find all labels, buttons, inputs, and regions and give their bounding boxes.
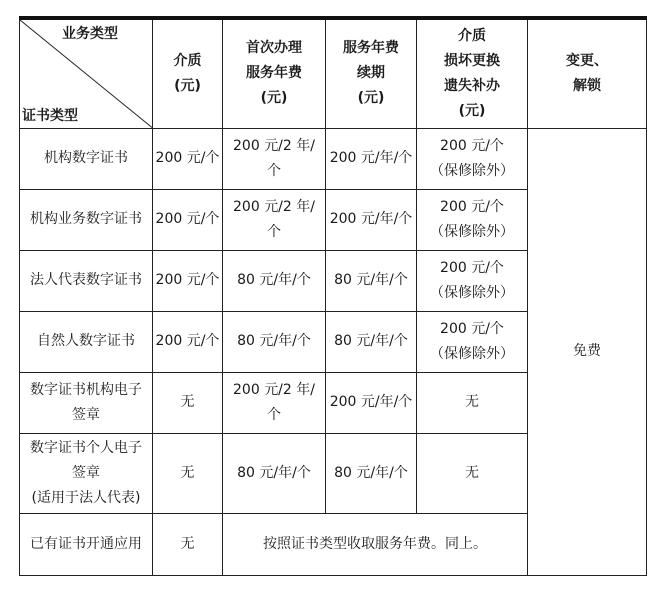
medium-fee-cell [153, 189, 223, 250]
corner-header-cell [20, 18, 153, 128]
cert-name-cell [20, 128, 153, 189]
cell-text-line: 200 元/个 [155, 150, 220, 166]
cell-text-line: 200 元/个 [155, 211, 220, 227]
cell-text-line: 无 [465, 394, 479, 410]
cell-text-line: 签章 [72, 406, 100, 423]
cell-text-line: 个 [267, 162, 281, 179]
medium-fee-cell [153, 128, 223, 189]
cell-text-line: （保修除外） [430, 162, 514, 179]
cell-text-line: 个 [267, 406, 281, 423]
cell-text-line: 无 [180, 464, 195, 481]
cell-text-line: 200 元/年/个 [329, 394, 413, 410]
cell-text-line: 80 元/年/个 [237, 272, 311, 288]
medium-fee-cell: 无 [153, 513, 223, 575]
cell-text-line: 自然人数字证书 [37, 333, 135, 349]
renewal-fee-cell [326, 433, 417, 513]
cell-text-line: 续期 [357, 65, 385, 82]
renewal-fee-cell [326, 128, 417, 189]
replacement-fee-cell [417, 433, 528, 513]
first-service-fee-cell [223, 433, 326, 513]
cell-text-line: 80 元/年/个 [334, 464, 408, 481]
medium-fee-cell [153, 433, 223, 513]
cell-text-line: 200 元/2 年/ [233, 381, 315, 398]
cell-text-line: 个 [267, 223, 281, 240]
first-service-fee-cell [223, 311, 326, 372]
cell-text-line: (元) [357, 90, 385, 107]
cell-text-line: 机构数字证书 [44, 150, 128, 166]
cell-text-line: 200 元/2 年/ [233, 198, 315, 215]
corner-cert-type-label: 证书类型 [22, 107, 78, 124]
fee-table [19, 16, 647, 576]
cell-text-line: 200 元/个 [440, 198, 504, 215]
cell-text-line: 服务年费 [343, 40, 399, 57]
medium-fee-cell [153, 372, 223, 433]
table-row [20, 128, 647, 189]
cell-text-line: 遗失补办 [444, 77, 500, 94]
cell-text-line: (适用于法人代表) [31, 489, 141, 506]
medium-fee-cell [153, 250, 223, 311]
cell-text-line: 介质 [173, 52, 202, 69]
cert-name-cell [20, 372, 153, 433]
first-service-fee-cell [223, 189, 326, 250]
cell-text-line: 服务年费 [246, 65, 302, 82]
cell-text-line: 首次办理 [246, 40, 302, 57]
cert-name-cell: 已有证书开通应用 [20, 513, 153, 575]
renewal-fee-cell [326, 372, 417, 433]
cell-text-line: 解锁 [573, 77, 601, 94]
replacement-fee-cell [417, 189, 528, 250]
cell-text-line: 200 元/个 [155, 272, 220, 288]
cert-name-cell [20, 250, 153, 311]
cell-text-line: 80 元/年/个 [237, 333, 311, 349]
header-medium [153, 18, 223, 128]
cell-text-line: （保修除外） [430, 284, 514, 301]
medium-fee-cell [153, 311, 223, 372]
cell-text-line: 无 [465, 464, 479, 481]
cell-text-line: （保修除外） [430, 223, 514, 240]
cell-text-line: 数字证书机构电子 [30, 381, 142, 398]
cell-text-line: 200 元/年/个 [329, 150, 413, 166]
cell-text-line: 200 元/个 [155, 333, 220, 349]
cell-text-line: 损坏更换 [444, 52, 500, 69]
cell-text-line: 无 [180, 394, 195, 410]
cell-text-line: 80 元/年/个 [334, 272, 408, 288]
replacement-fee-cell [417, 311, 528, 372]
cell-text-line: 80 元/年/个 [334, 333, 408, 349]
cell-text-line: 200 元/个 [440, 320, 504, 337]
cell-text-line: 数字证书个人电子 [30, 439, 142, 456]
cell-text-line: （保修除外） [430, 345, 514, 362]
replacement-fee-cell [417, 250, 528, 311]
cell-text-line: 200 元/个 [440, 137, 504, 154]
change-unlock-fee-cell: 免费 [528, 128, 647, 575]
cell-text-line: (元) [174, 77, 201, 94]
cell-text-line: (元) [260, 90, 288, 107]
cell-text-line: (元) [458, 102, 486, 119]
header-row [20, 18, 647, 128]
header-replacement [417, 18, 528, 128]
cell-text-line: 200 元/年/个 [329, 211, 413, 227]
fee-note-cell: 按照证书类型收取服务年费。同上。 [223, 513, 528, 575]
header-first-service-fee [223, 18, 326, 128]
cell-text-line: 变更、 [566, 52, 608, 69]
replacement-fee-cell [417, 372, 528, 433]
cell-text-line: 法人代表数字证书 [30, 272, 142, 288]
cell-text-line: 签章 [72, 464, 100, 481]
renewal-fee-cell [326, 311, 417, 372]
renewal-fee-cell [326, 189, 417, 250]
cell-text-line: 80 元/年/个 [237, 464, 311, 481]
cert-name-cell [20, 189, 153, 250]
replacement-fee-cell [417, 128, 528, 189]
corner-business-type-label: 业务类型 [62, 26, 118, 42]
first-service-fee-cell [223, 372, 326, 433]
cell-text-line: 200 元/个 [440, 259, 504, 276]
cell-text-line: 介质 [458, 27, 486, 44]
first-service-fee-cell [223, 128, 326, 189]
first-service-fee-cell [223, 250, 326, 311]
cell-text-line: 机构业务数字证书 [30, 211, 142, 227]
header-change-unlock [528, 18, 647, 128]
renewal-fee-cell [326, 250, 417, 311]
cert-name-cell [20, 311, 153, 372]
header-renewal-fee [326, 18, 417, 128]
cell-text-line: 200 元/2 年/ [233, 137, 315, 154]
cert-name-cell [20, 433, 153, 513]
